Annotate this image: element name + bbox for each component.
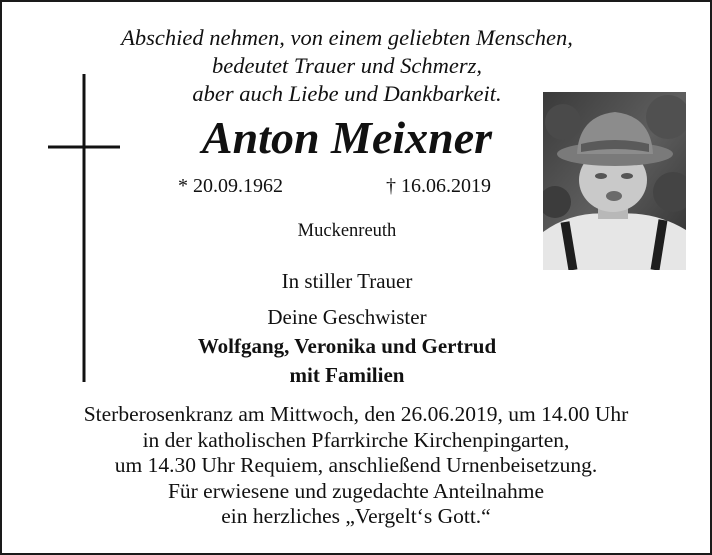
mourning-line: Deine Geschwister [267,305,427,329]
info-line: in der katholischen Pfarrkirche Kirchenpingarten, [142,427,570,452]
intro-quote [92,24,602,108]
service-info [12,402,700,530]
info-line: um 14.30 Uhr Requiem, anschließend Urnenbeisetzung. [114,453,598,477]
info-line: Sterberosenkranz am Mittwoch, den 26.06.2019, um 14.00 Uhr [83,402,629,426]
death-date: † 16.06.2019 [386,175,491,197]
hometown: Muckenreuth [297,221,397,241]
mourning-block [152,267,542,390]
info-line: Für erwiesene und zugedachte Anteilnahme [167,478,545,503]
intro-line: Abschied nehmen, von einem geliebten Menschen, [121,25,573,50]
mourner-families: mit Familien [289,363,405,387]
birth-date: * 20.09.1962 [178,175,283,197]
cross-icon [46,70,122,386]
deceased-name: Anton Meixner [201,112,493,163]
mourning-line: In stiller Trauer [281,269,413,293]
info-line: ein herzliches „Vergelt‘s Gott.“ [221,504,491,528]
mourner-names: Wolfgang, Veronika und Gertrud [197,334,497,358]
intro-line: bedeutet Trauer und Schmerz, [212,53,482,78]
portrait-photo [543,92,686,270]
intro-line: aber auch Liebe und Dankbarkeit. [192,81,502,106]
